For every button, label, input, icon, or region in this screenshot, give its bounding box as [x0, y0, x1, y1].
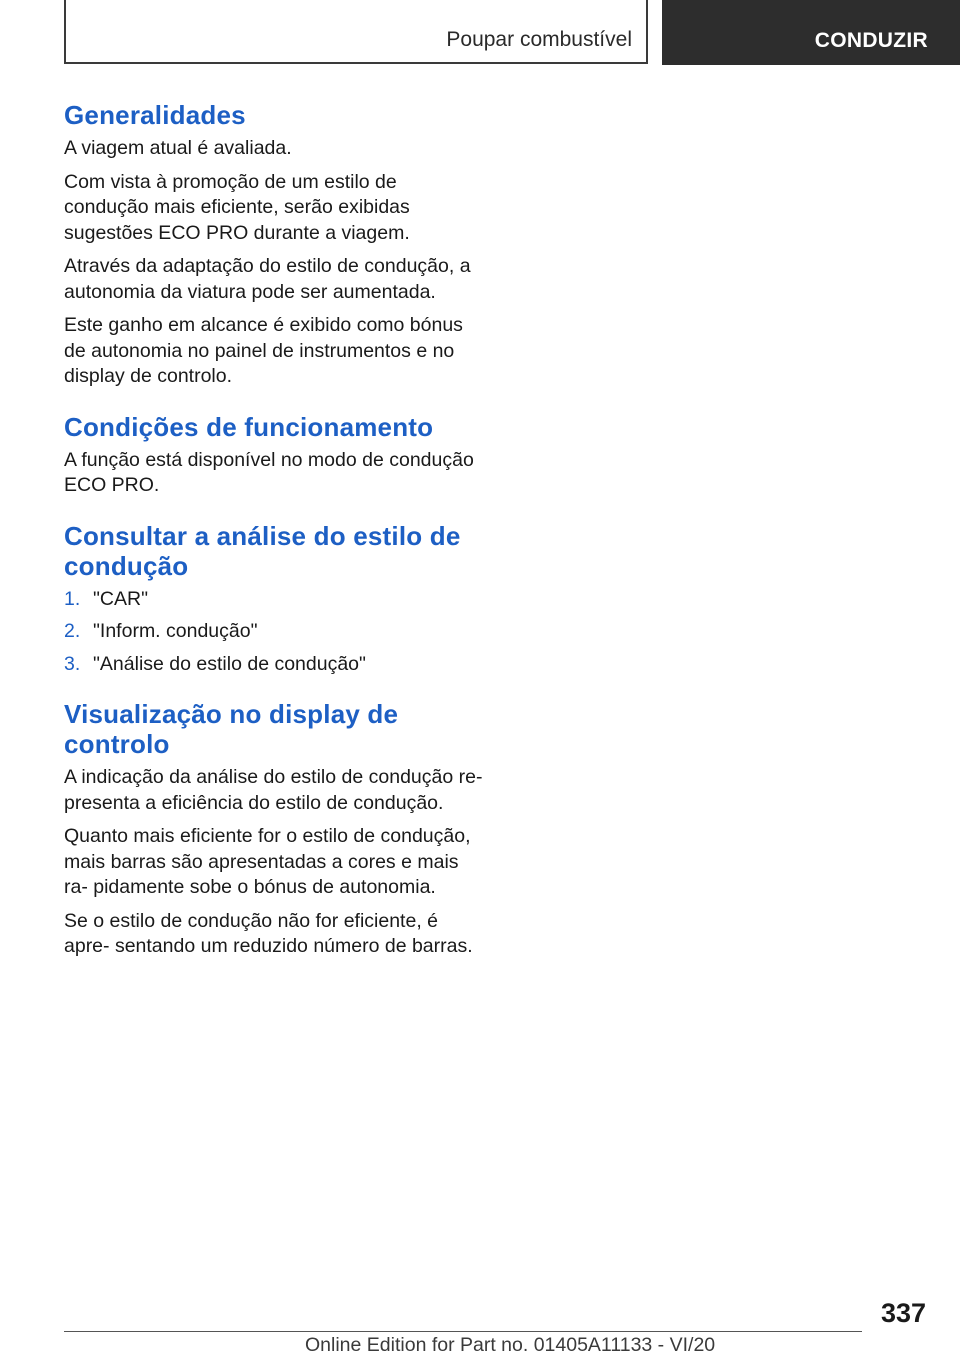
paragraph: A viagem atual é avaliada.: [64, 137, 292, 159]
page-number: 337: [880, 1298, 926, 1328]
paragraph: Através da adaptação do estilo de condução, a autonomia da viatura pode ser aumentada.: [64, 255, 471, 303]
step-text: "CAR": [93, 587, 149, 610]
paragraph: A função está disponível no modo de condução ECO PRO.: [64, 448, 474, 496]
step-number: 3.: [64, 652, 81, 675]
section-heading: Condições de funcionamento: [64, 411, 434, 442]
paragraph: Com vista à promoção de um estilo de condução mais eficiente, serão exibidas sugestões ECO PRO durante a viagem.: [64, 170, 410, 244]
step-item: [64, 652, 484, 678]
step-text: "Inform. condução": [93, 620, 258, 642]
section-heading: Generalidades: [64, 100, 246, 130]
paragraph: Quanto mais eficiente for o estilo de condução, mais barras são apresentadas a cores e mais ra‐ pidamente sobe o bónus de autonomia.: [64, 825, 471, 898]
footer-divider: [64, 1331, 862, 1332]
section-title: Poupar combustível: [446, 28, 632, 51]
paragraph: Este ganho em alcance é exibido como bónus de autonomia no painel de instrumentos e no display de controlo.: [64, 314, 463, 387]
chapter-tab: [662, 0, 960, 65]
paragraph: A indicação da análise do estilo de condução re‐ presenta a eficiência do estilo de condução.: [64, 766, 483, 814]
step-number: 2.: [64, 620, 81, 642]
section-heading: Visualização no display de controlo: [64, 699, 399, 759]
page-content: [64, 100, 484, 968]
section-generalidades: [64, 100, 484, 390]
paragraph: Se o estilo de condução não for eficiente, é apre‐ sentando um reduzido número de barras.: [64, 909, 473, 957]
step-text: "Análise do estilo de condução": [93, 652, 366, 675]
section-condicoes: [64, 412, 484, 499]
footer-edition: Online Edition for Part no. 01405A11133 - VI/20: [305, 1334, 716, 1356]
section-heading: Consultar a análise do estilo de condução: [64, 520, 461, 581]
section-consultar: [64, 521, 484, 678]
step-item: [64, 619, 484, 645]
chapter-label: CONDUZIR: [814, 29, 928, 52]
section-visualizacao: [64, 699, 484, 960]
step-item: [64, 587, 484, 613]
steps-list: [64, 587, 484, 678]
header-section-box: [64, 0, 648, 64]
step-number: 1.: [64, 587, 81, 610]
